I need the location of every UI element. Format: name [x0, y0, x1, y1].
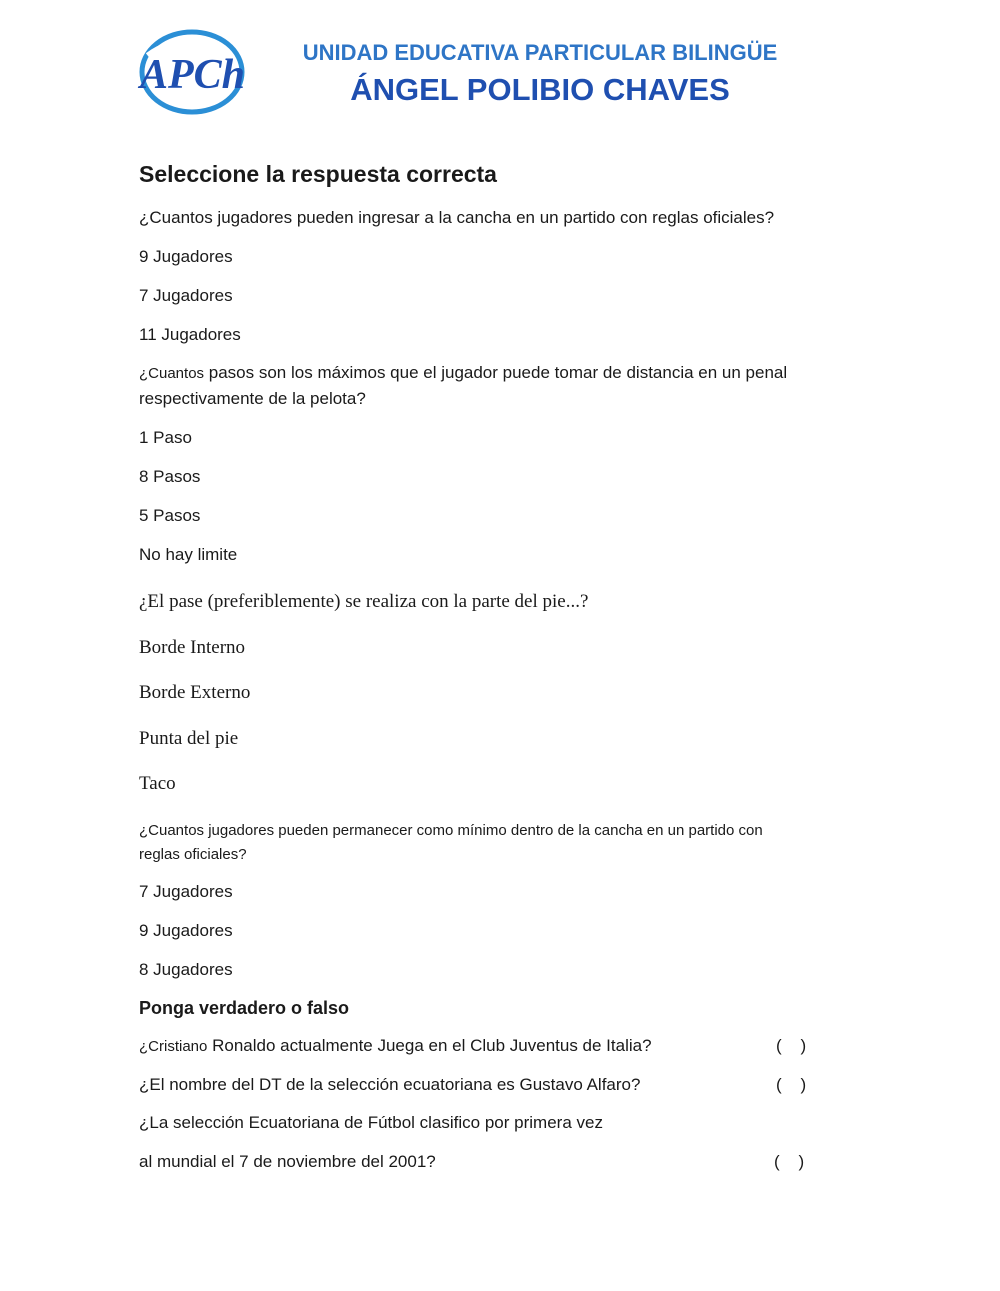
statement-3-line2: al mundial el 7 de noviembre del 2001? [139, 1152, 436, 1171]
q3-option-2[interactable]: Borde Externo [139, 682, 251, 703]
section-title-true-false: Ponga verdadero o falso [139, 998, 350, 1018]
q1-option-1[interactable]: 9 Jugadores [139, 247, 233, 266]
q2-option-1[interactable]: 1 Paso [139, 428, 192, 447]
q2-option-3[interactable]: 5 Pasos [139, 506, 201, 525]
question-4-line2: reglas oficiales? [139, 846, 247, 863]
q3-option-1[interactable]: Borde Interno [139, 637, 246, 658]
statement-3-line1: ¿La selección Ecuatoriana de Fútbol clasifico por primera vez [139, 1113, 603, 1132]
question-1: ¿Cuantos jugadores pueden ingresar a la cancha en un partido con reglas oficiales? [139, 208, 775, 227]
question-2-line1 [139, 361, 787, 386]
school-name-line1: UNIDAD EDUCATIVA PARTICULAR BILINGÜE [302, 40, 778, 65]
question-4-line1: ¿Cuantos jugadores pueden permanecer como mínimo dentro de la cancha en un partido con [139, 822, 763, 839]
statement-2: ¿El nombre del DT de la selección ecuatoriana es Gustavo Alfaro? [139, 1075, 641, 1094]
q2-option-4[interactable]: No hay limite [139, 545, 238, 564]
statement-1-text: Ronaldo actualmente Juega en el Club Juventus de Italia? [207, 1036, 652, 1055]
question-2-line2: respectivamente de la pelota? [139, 389, 366, 408]
question-2-prefix: ¿Cuantos [139, 365, 205, 382]
q4-option-2[interactable]: 9 Jugadores [139, 921, 233, 940]
question-2-text: pasos son los máximos que el jugador puede tomar de distancia en un penal [204, 363, 788, 382]
q1-option-2[interactable]: 7 Jugadores [139, 286, 233, 305]
school-logo [134, 26, 254, 118]
statement-1-prefix: ¿Cristiano [139, 1038, 208, 1055]
q4-option-1[interactable]: 7 Jugadores [139, 882, 233, 901]
q1-option-3[interactable]: 11 Jugadores [139, 325, 241, 344]
statement-3-answer[interactable]: ( ) [774, 1152, 805, 1171]
statement-1-answer[interactable]: ( ) [776, 1036, 807, 1055]
q3-option-4[interactable]: Taco [139, 773, 176, 794]
school-name-line2: ÁNGEL POLIBIO CHAVES [350, 72, 730, 107]
q4-option-3[interactable]: 8 Jugadores [139, 960, 233, 979]
statement-1 [139, 1034, 652, 1059]
q2-option-2[interactable]: 8 Pasos [139, 467, 201, 486]
statement-2-answer[interactable]: ( ) [776, 1075, 807, 1094]
logo-text: APCh [140, 52, 246, 98]
section-title-select: Seleccione la respuesta correcta [139, 161, 497, 187]
question-3: ¿El pase (preferiblemente) se realiza con la parte del pie...? [139, 591, 589, 612]
q3-option-3[interactable]: Punta del pie [139, 728, 239, 749]
